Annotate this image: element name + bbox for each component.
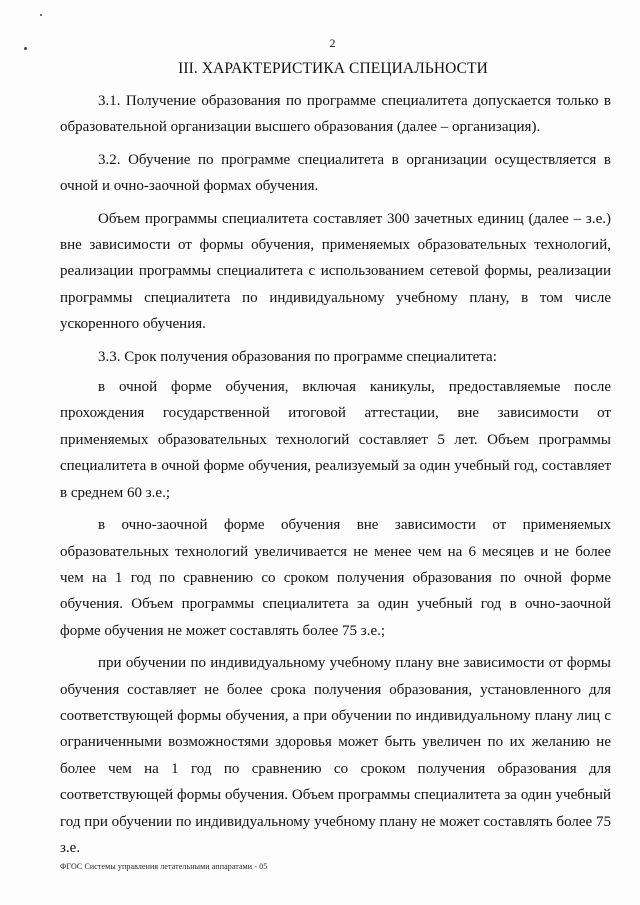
scan-speck bbox=[40, 14, 42, 16]
page-number: 2 bbox=[329, 36, 336, 50]
paragraph-full-time: в очной форме обучения, включая каникулы, предоставляемые после прохождения государственной итоговой аттестации, вне зависимости от применяемых образовательных технологий составляет 5 лет. Объем программы специалитета в очной форме обучения, реализуемый за один учебный год, составляет в среднем 60 з.е.; bbox=[60, 379, 611, 501]
section-heading: III. ХАРАКТЕРИСТИКА СПЕЦИАЛЬНОСТИ bbox=[178, 60, 488, 77]
paragraph-program-volume: Объем программы специалитета составляет 300 зачетных единиц (далее – з.е.) вне зависимости от формы обучения, применяемых образовательных технологий, реализации программы специалитета с использованием сетевой формы, реализации программы специалитета по индивидуальному учебному плану, в том числе ускоренного обучения. bbox=[60, 210, 611, 333]
paragraph-part-time: в очно-заочной форме обучения вне зависимости от применяемых образовательных технологий увеличивается не менее чем на 6 месяцев и не более чем на 1 год по сравнению со сроком получения образования по очной форме обучения. Объем программы специалитета за один учебный год в очно-заочной форме обучения не может составлять более 75 з.е.; bbox=[60, 517, 611, 639]
document-footer: ФГОС Системы управления летательными аппаратами - 05 bbox=[60, 862, 268, 871]
document-body bbox=[60, 88, 611, 867]
paragraph-individual-plan: при обучении по индивидуальному учебному плану вне зависимости от формы обучения составляет не более срока получения образования, установленного для соответствующей формы обучения, а при обучении по индивидуальному плану лиц с ограниченными возможностями здоровья может быть увеличен по их желанию не более чем на 1 год по сравнению со сроком получения образования для соответствующей формы обучения. Объем программы специалитета за один учебный год при обучении по индивидуальному учебному плану не может составлять более 75 з.е. bbox=[60, 655, 611, 856]
paragraph-3-2: 3.2. Обучение по программе специалитета в организации осуществляется в очной и очно-заочной формах обучения. bbox=[60, 151, 611, 195]
paragraph-3-3: 3.3. Срок получения образования по программе специалитета: bbox=[98, 348, 497, 365]
paragraph-3-1: 3.1. Получение образования по программе специалитета допускается только в образовательной организации высшего образования (далее – организация). bbox=[60, 93, 611, 136]
